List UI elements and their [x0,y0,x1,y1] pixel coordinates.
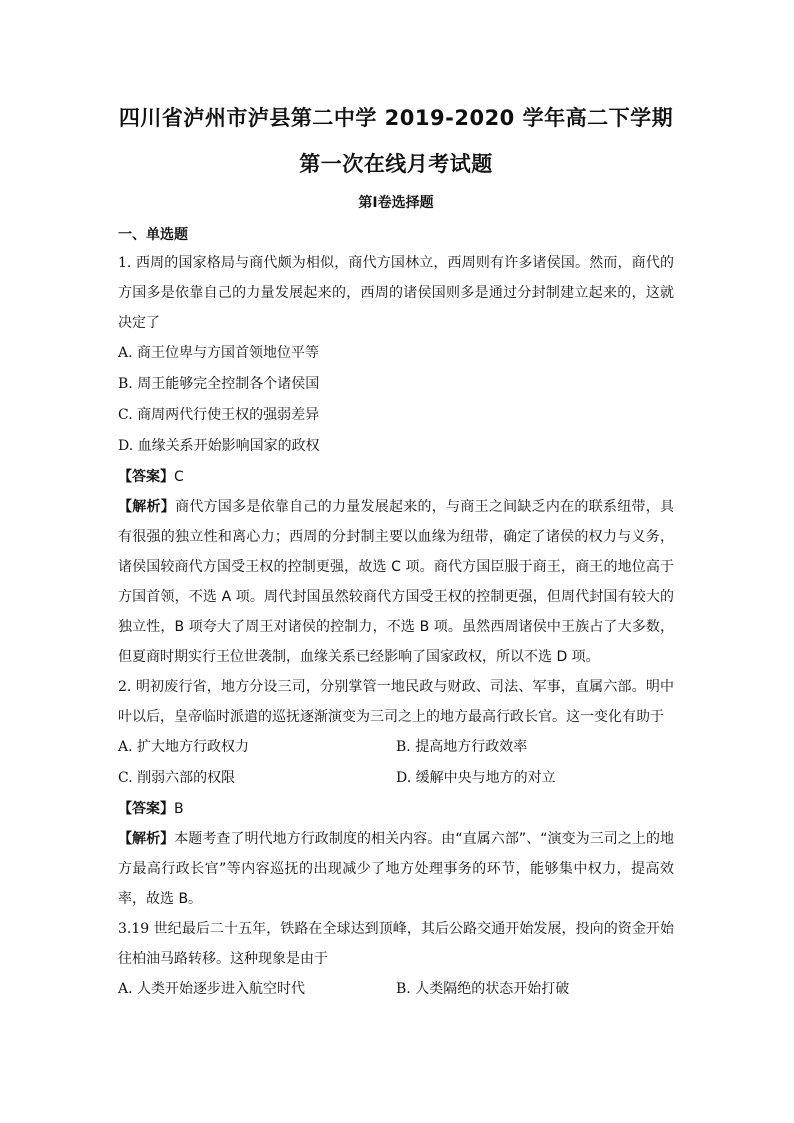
document-page [118,96,674,1005]
question-2-options-row-1 [118,732,674,763]
question-2-options-row-2 [118,763,674,794]
question-2-answer [118,794,674,824]
question-2 [118,672,674,914]
question-1-answer [118,462,674,492]
question-1-option-d: D. 血缘关系开始影响国家的政权 [118,438,320,454]
question-1-option-c: C. 商周两代行使王权的强弱差异 [118,407,320,423]
question-1-analysis [118,492,674,672]
section-heading: 一、单选题 [118,227,188,243]
question-3-option-b: B. 人类隔绝的状态开始打破 [396,981,570,997]
analysis-label: 【解析】 [118,831,175,847]
question-2-option-a: A. 扩大地方行政权力 [118,739,250,755]
question-2-option-d: D. 缓解中央与地方的对立 [396,770,556,786]
answer-label: 【答案】 [118,801,174,817]
question-3-stem: 3.19 世纪最后二十五年，铁路在全球达到顶峰，其后公路交通开始发展，投向的资金开始往柏油马路转移。这种现象是由于 [118,921,674,967]
exam-title-line1: 四川省泸州市泸县第二中学 2019-2020 学年高二下学期 [118,106,674,130]
question-1 [118,248,674,672]
question-3 [118,914,674,1005]
exam-title-line2: 第一次在线月考试题 [299,152,493,176]
analysis-text: 商代方国多是依靠自己的力量发展起来的，与商王之间缺乏内在的联系纽带，具有很强的独立性和离心力；西周的分封制主要以血缘为纽带，确定了诸侯的权力与义务，诸侯国较商代方国受王权的控制更强，故选 C 项。商代方国臣服于商王，商王的地位高于方国首领，不选 A 项。周代封国虽然较商代方国受王权的控制更强，但周代封国有较大的独立性，B 项夸大了周王对诸侯的控制力，不选 B 项。虽然西周诸侯中王族占了大多数，但夏商时期实行王位世袭制，血缘关系已经影响了国家政权，所以不选 D 项。 [118,499,675,665]
question-2-analysis [118,824,674,914]
answer-value: C [174,469,184,485]
question-2-option-c: C. 削弱六部的权限 [118,770,236,786]
analysis-text: 本题考查了明代地方行政制度的相关内容。由“直属六部”、“演变为三司之上的地方最高行政长官”等内容巡抚的出现减少了地方处理事务的环节，能够集中权力，提高效率，故选 B。 [118,831,675,907]
question-1-option-a: A. 商王位卑与方国首领地位平等 [118,345,320,361]
question-1-stem: 1. 西周的国家格局与商代颇为相似，商代方国林立，西周则有许多诸侯国。然而，商代的方国多是依靠自己的力量发展起来的，西周的诸侯国则多是通过分封制建立起来的，这就决定了 [118,255,674,331]
answer-value: B [174,801,184,817]
question-2-option-b: B. 提高地方行政效率 [396,739,528,755]
analysis-label: 【解析】 [118,499,176,515]
question-3-option-a: A. 人类开始逐步进入航空时代 [118,981,306,997]
answer-label: 【答案】 [118,469,174,485]
question-3-options-row-1 [118,974,674,1005]
volume-heading: 第Ⅰ卷选择题 [358,195,434,211]
question-2-stem: 2. 明初废行省，地方分设三司，分别掌管一地民政与财政、司法、军事，直属六部。明中叶以后，皇帝临时派遣的巡抚逐渐演变为三司之上的地方最高行政长官。这一变化有助于 [118,679,674,725]
question-1-option-b: B. 周王能够完全控制各个诸侯国 [118,376,320,392]
